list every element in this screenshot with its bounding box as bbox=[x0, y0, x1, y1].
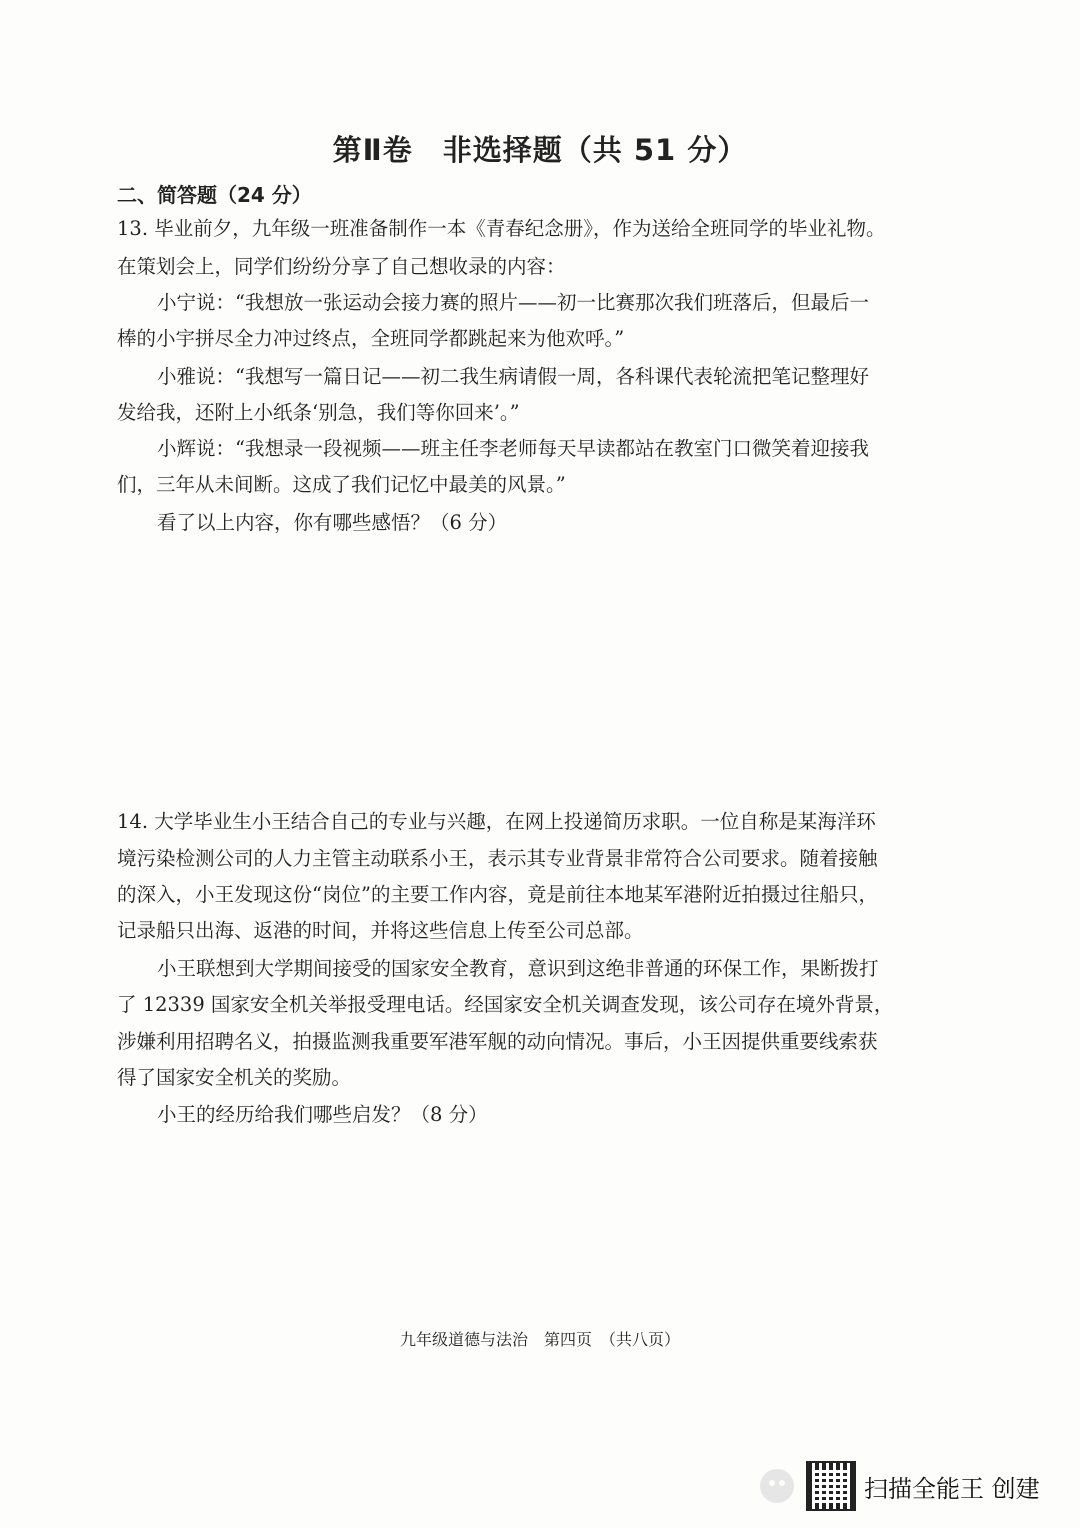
q13-line-8: 们，三年从未间断。这成了我们记忆中最美的风景。” bbox=[117, 473, 566, 496]
wechat-official-account-icon bbox=[760, 1469, 794, 1503]
q14-prompt: 小王的经历给我们哪些启发？（8 分） bbox=[157, 1103, 488, 1126]
q13-line-1: 13. 毕业前夕，九年级一班准备制作一本《青春纪念册》，作为送给全班同学的毕业礼物。 bbox=[117, 217, 886, 240]
q13-line-5: 小雅说：“我想写一篇日记——初二我生病请假一周，各科课代表轮流把笔记整理好 bbox=[157, 365, 869, 388]
section-heading: 二、简答题（24 分） bbox=[117, 183, 312, 207]
q13-line-7: 小辉说：“我想录一段视频——班主任李老师每天早读都站在教室门口微笑着迎接我 bbox=[157, 437, 869, 460]
q13-line-4: 棒的小宇拼尽全力冲过终点，全班同学都跳起来为他欢呼。” bbox=[117, 327, 625, 350]
q13-line-2: 在策划会上，同学们纷纷分享了自己想收录的内容： bbox=[117, 255, 566, 278]
q14-line-5: 小王联想到大学期间接受的国家安全教育，意识到这绝非普通的环保工作，果断拨打 bbox=[157, 957, 879, 980]
scanner-watermark bbox=[760, 1458, 1040, 1514]
q14-line-8: 得了国家安全机关的奖励。 bbox=[117, 1066, 352, 1089]
q13-line-3: 小宁说：“我想放一张运动会接力赛的照片——初一比赛那次我们班落后，但最后一 bbox=[157, 291, 869, 314]
page-footer: 九年级道德与法治 第四页 （共八页） bbox=[399, 1330, 680, 1349]
watermark-text: 扫描全能王 创建 bbox=[864, 1474, 1040, 1503]
q14-line-2: 境污染检测公司的人力主管主动联系小王，表示其专业背景非常符合公司要求。随着接触 bbox=[117, 847, 878, 870]
q14-line-1: 14. 大学毕业生小王结合自己的专业与兴趣，在网上投递简历求职。一位自称是某海洋环 bbox=[117, 810, 876, 833]
q14-line-3: 的深入，小王发现这份“岗位”的主要工作内容，竟是前往本地某军港附近拍摄过往船只， bbox=[117, 883, 878, 906]
q13-line-6: 发给我，还附上小纸条‘别急，我们等你回来’。” bbox=[117, 401, 520, 424]
q14-line-4: 记录船只出海、返港的时间，并将这些信息上传至公司总部。 bbox=[117, 919, 644, 942]
q14-line-6: 了 12339 国家安全机关举报受理电话。经国家安全机关调查发现，该公司存在境外背景， bbox=[117, 993, 894, 1016]
q14-line-7: 涉嫌利用招聘名义，拍摄监测我重要军港军舰的动向情况。事后，小王因提供重要线索获 bbox=[117, 1030, 878, 1053]
q13-prompt: 看了以上内容，你有哪些感悟？（6 分） bbox=[157, 511, 508, 534]
page-title: 第Ⅱ卷 非选择题（共 51 分） bbox=[332, 133, 748, 167]
qr-code-icon bbox=[806, 1461, 856, 1511]
